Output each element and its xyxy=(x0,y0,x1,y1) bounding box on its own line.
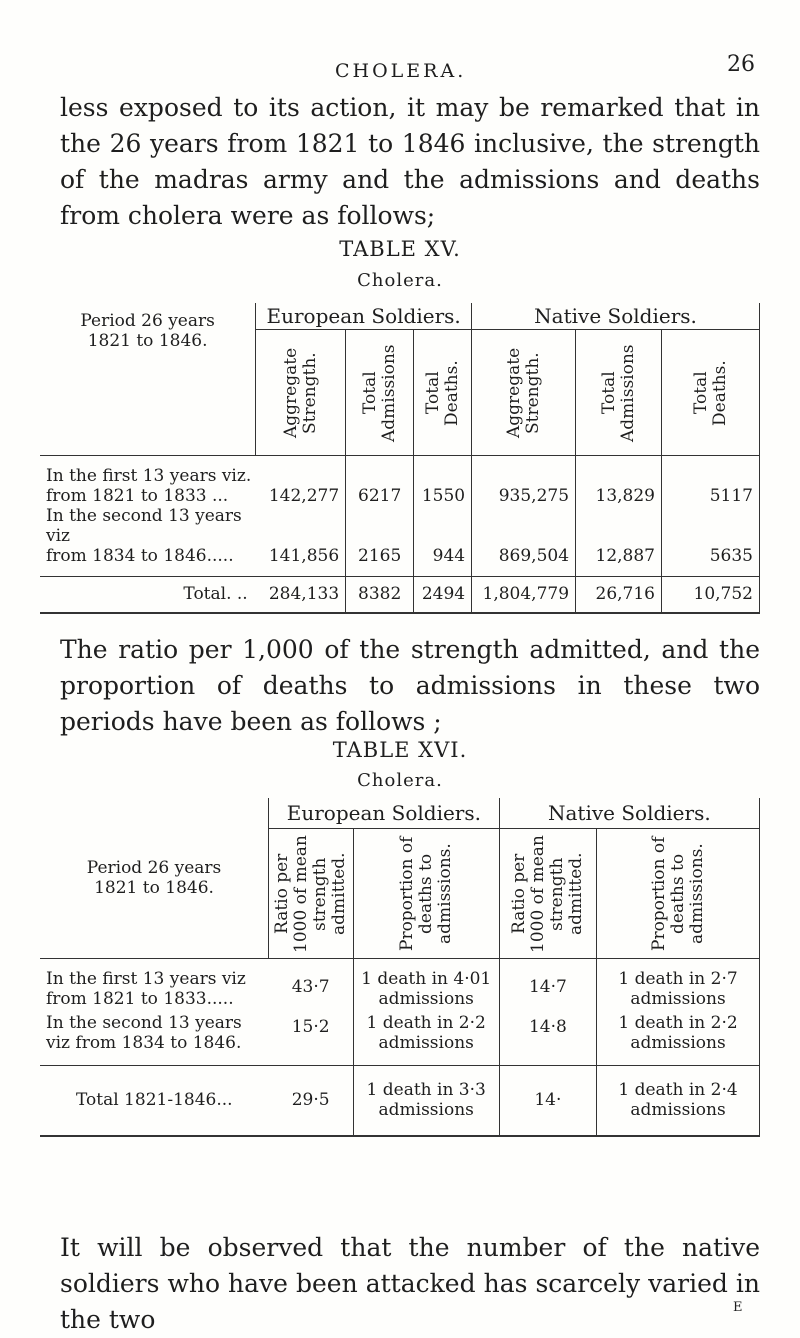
table-total-row xyxy=(40,1066,760,1136)
na-ratio-cell: 14·8 xyxy=(499,1009,596,1066)
eu-admissions-cell: 2165 xyxy=(346,506,414,577)
table-row xyxy=(40,959,760,1010)
table16-period-label: Period 26 years 1821 to 1846. xyxy=(86,858,222,898)
total-label: Total. .. xyxy=(40,577,256,613)
table16-col-eu-ratio: Ratio per 1000 of mean strength admitted. xyxy=(271,834,349,953)
na-proportion-cell: 1 death in 2·7 admissions xyxy=(597,959,760,1010)
eu-ratio-cell: 15·2 xyxy=(269,1009,354,1066)
table15-group-native: Native Soldiers. xyxy=(472,303,760,330)
row-label-a: In the first 13 years viz. xyxy=(46,466,252,486)
row-label-b: from 1821 to 1833 ... xyxy=(46,486,229,506)
table16-col-na-ratio: Ratio per 1000 of mean strength admitted. xyxy=(508,834,586,953)
na-deaths-total: 10,752 xyxy=(662,577,760,613)
table15-period-label: Period 26 years 1821 to 1846. xyxy=(80,311,215,351)
eu-proportion-cell: 1 death in 2·2 admissions xyxy=(353,1009,499,1066)
eu-proportion-cell: 1 death in 4·01 admissions xyxy=(353,959,499,1010)
table-row xyxy=(40,1009,760,1066)
table15-col-na-deaths: Total Deaths. xyxy=(690,359,730,426)
na-proportion-cell: 1 death in 2·2 admissions xyxy=(597,1009,760,1066)
eu-strength-cell: 141,856 xyxy=(256,506,346,577)
table16-group-native: Native Soldiers. xyxy=(499,798,759,829)
table16-subtitle: Cholera. xyxy=(357,770,443,791)
na-deaths-cell: 5635 xyxy=(662,506,760,577)
page-number: 26 xyxy=(727,52,755,77)
total-label: Total 1821-1846... xyxy=(40,1066,269,1136)
table-total-row xyxy=(40,577,760,613)
table16 xyxy=(40,798,760,1137)
na-proportion-total: 1 death in 2·4 admissions xyxy=(597,1066,760,1136)
na-strength-cell: 935,275 xyxy=(472,456,576,507)
eu-deaths-cell: 1550 xyxy=(414,456,472,507)
ratio-paragraph: The ratio per 1,000 of the strength admitted, and the proportion of deaths to admissions in these two periods have been as follows ; xyxy=(60,635,760,736)
table15-col-eu-admissions: Total Admissions xyxy=(359,343,399,442)
na-strength-total: 1,804,779 xyxy=(472,577,576,613)
catchword: E xyxy=(733,1300,743,1315)
page-header xyxy=(0,52,800,92)
table15-period-header xyxy=(40,303,256,456)
eu-deaths-total: 2494 xyxy=(414,577,472,613)
table-row xyxy=(40,456,760,507)
eu-ratio-total: 29·5 xyxy=(269,1066,354,1136)
table16-group-european: European Soldiers. xyxy=(269,798,500,829)
eu-admissions-cell: 6217 xyxy=(346,456,414,507)
na-strength-cell: 869,504 xyxy=(472,506,576,577)
table16-col-eu-proportion: Proportion of deaths to admissions. xyxy=(396,836,455,951)
table16-caption: TABLE XVI. xyxy=(332,738,468,762)
na-ratio-total: 14· xyxy=(499,1066,596,1136)
table16-col-na-proportion: Proportion of deaths to admissions. xyxy=(648,836,707,951)
eu-strength-cell: 142,277 xyxy=(256,456,346,507)
row-label: In the first 13 years viz from 1821 to 1833..... xyxy=(46,969,246,1009)
na-deaths-cell: 5117 xyxy=(662,456,760,507)
na-admissions-cell: 13,829 xyxy=(576,456,662,507)
eu-proportion-total: 1 death in 3·3 admissions xyxy=(353,1066,499,1136)
table15-subtitle: Cholera. xyxy=(357,270,443,291)
table15-col-na-strength: Aggregate Strength. xyxy=(503,347,543,438)
table15-col-na-admissions: Total Admissions xyxy=(598,343,638,442)
closing-paragraph: It will be observed that the number of the native soldiers who have been attacked has scarcely varied in the two xyxy=(60,1233,760,1334)
table15-col-eu-strength: Aggregate Strength. xyxy=(280,347,320,438)
table16-period-header xyxy=(40,798,269,959)
running-title: CHOLERA. xyxy=(335,60,467,82)
intro-paragraph: less exposed to its action, it may be remarked that in the 26 years from 1821 to 1846 inclusive, the strength of the madras army and the admissions and deaths from cholera were as follows; xyxy=(60,93,760,230)
na-ratio-cell: 14·7 xyxy=(499,959,596,1010)
table15-caption: TABLE XV. xyxy=(339,237,461,261)
row-label: In the second 13 years viz from 1834 to 1846. xyxy=(40,1009,269,1066)
eu-strength-total: 284,133 xyxy=(256,577,346,613)
na-admissions-cell: 12,887 xyxy=(576,506,662,577)
eu-ratio-cell: 43·7 xyxy=(269,959,354,1010)
eu-deaths-cell: 944 xyxy=(414,506,472,577)
row-label-b: from 1834 to 1846..... xyxy=(46,546,234,566)
row-label-a: In the second 13 years viz xyxy=(46,506,242,546)
table15-col-eu-deaths: Total Deaths. xyxy=(422,359,462,426)
na-admissions-total: 26,716 xyxy=(576,577,662,613)
table15-group-european: European Soldiers. xyxy=(256,303,472,330)
table15 xyxy=(40,303,760,614)
table-row xyxy=(40,506,760,577)
eu-admissions-total: 8382 xyxy=(346,577,414,613)
